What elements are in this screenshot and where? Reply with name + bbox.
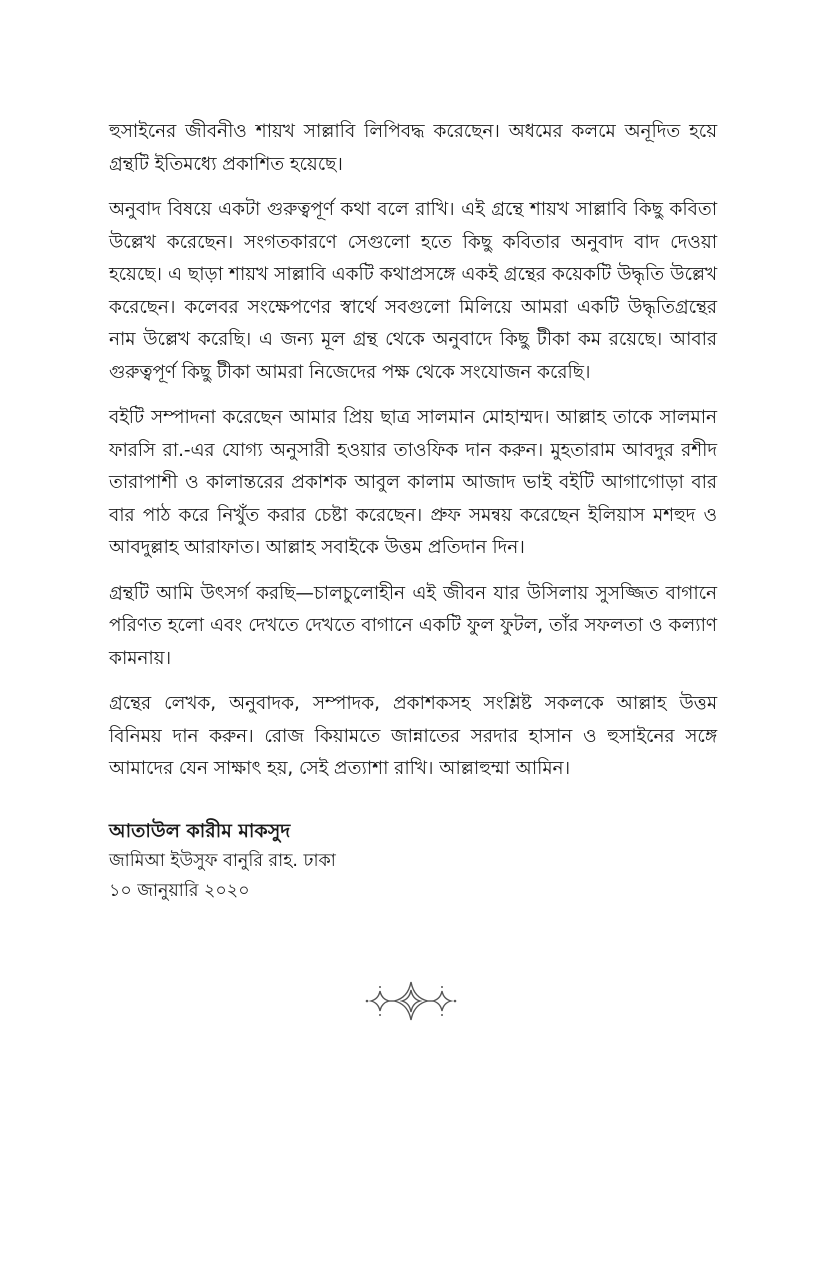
page-body xyxy=(109,116,717,906)
author-institution: জামিআ ইউসুফ বানুরি রাহ. ঢাকা xyxy=(109,850,336,871)
signature-block xyxy=(109,816,717,906)
signature-date: ১০ জানুয়ারি ২০২০ xyxy=(109,880,250,901)
paragraph-3: বইটি সম্পাদনা করেছেন আমার প্রিয় ছাত্র সালমান মোহাম্মদ। আল্লাহ তাকে সালমান ফারসি রা.-এর যোগ্য অনুসারী হওয়ার তাওফিক দান করুন। মুহতারাম আবদুর রশীদ তারাপাশী ও কালান্তরের প্রকাশক আবুল কালাম আজাদ ভাই বইটি আগাগোড়া বার বার পাঠ করে নিখুঁত করার চেষ্টা করেছেন। প্রুফ সমন্বয় করেছেন ইলিয়াস মশহুদ ও আবদুল্লাহ আরাফাত। আল্লাহ সবাইকে উত্তম প্রতিদান দিন। xyxy=(109,407,717,558)
paragraph-4: গ্রন্থটি আমি উৎসর্গ করছি—চালচুলোহীন এই জীবন যার উসিলায় সুসজ্জিত বাগানে পরিণত হলো এবং দেখতে দেখতে বাগানে একটি ফুল ফুটল, তাঁর সফলতা ও কল্যাণ কামনায়। xyxy=(109,582,717,669)
paragraph-2: অনুবাদ বিষয়ে একটা গুরুত্বপূর্ণ কথা বলে রাখি। এই গ্রন্থে শায়খ সাল্লাবি কিছু কবিতা উল্লেখ করেছেন। সংগতকারণে সেগুলো হতে কিছু কবিতার অনুবাদ বাদ দেওয়া হয়েছে। এ ছাড়া শায়খ সাল্লাবি একটি কথাপ্রসঙ্গে একই গ্রন্থের কয়েকটি উদ্ধৃতি উল্লেখ করেছেন। কলেবর সংক্ষেপণের স্বার্থে সবগুলো মিলিয়ে আমরা একটি উদ্ধৃতিগ্রন্থের নাম উল্লেখ করেছি। এ জন্য মূল গ্রন্থ থেকে অনুবাদে কিছু টীকা কম রয়েছে। আবার গুরুত্বপূর্ণ কিছু টীকা আমরা নিজেদের পক্ষ থেকে সংযোজন করেছি। xyxy=(109,199,717,383)
paragraph-1: হুসাইনের জীবনীও শায়খ সাল্লাবি লিপিবদ্ধ করেছেন। অধমের কলমে অনূদিত হয়ে গ্রন্থটি ইতিমধ্যে প্রকাশিত হয়েছে। xyxy=(109,121,717,175)
diamond-star-ornament-icon xyxy=(362,978,460,1024)
author-name: আতাউল কারীম মাকসুদ xyxy=(109,819,291,842)
paragraph-5: গ্রন্থের লেখক, অনুবাদক, সম্পাদক, প্রকাশকসহ সংশ্লিষ্ট সকলকে আল্লাহ উত্তম বিনিময় দান করুন। রোজ কিয়ামতে জান্নাতের সরদার হাসান ও হুসাইনের সঙ্গে আমাদের যেন সাক্ষাৎ হয়, সেই প্রত্যাশা রাখি। আল্লাহুম্মা আমিন। xyxy=(109,693,717,779)
